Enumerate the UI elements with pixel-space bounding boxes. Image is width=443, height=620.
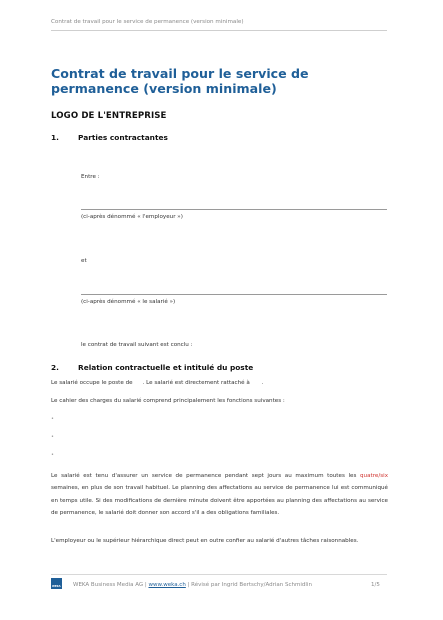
section-1-number: 1. [51,133,59,142]
employer-name-line[interactable] [81,209,387,210]
and-label: et [81,258,87,264]
section-1-heading [51,133,168,142]
position-text-c: . [261,380,264,386]
position-paragraph [51,380,264,386]
running-header: Contrat de travail pour le service de permanence (version minimale) [51,19,244,25]
section-2-number: 2. [51,363,59,372]
section-2-heading [51,363,253,372]
duties-intro: Le cahier des charges du salarié comprend principalement les fonctions suivantes : [51,398,285,404]
section-2-title: Relation contractuelle et intitulé du poste [78,363,254,372]
duty-bullet-2: • [51,434,54,440]
position-text-b: . Le salarié est directement rattaché à [142,380,250,386]
between-label: Entre : [81,174,100,180]
footer-text [73,582,312,588]
footer-company: WEKA Business Media AG | [73,582,147,588]
other-tasks-paragraph: L'employeur ou le supérieur hiérarchique direct peut en outre confier au salarié d'autres tâches raisonnables. [51,538,359,544]
position-text-a: Le salarié occupe le poste de [51,380,133,386]
footer-revised: | Révisé par Ingrid Bertschy/Adrian Schmidlin [187,582,312,588]
employer-designation: (ci-après dénommé « l'employeur ») [81,214,183,220]
on-call-paragraph [51,470,388,519]
weka-logo [51,578,62,589]
company-logo-placeholder: LOGO DE L'ENTREPRISE [51,111,167,121]
duty-bullet-1: • [51,416,54,422]
section-1-title: Parties contractantes [78,133,168,142]
on-call-frequency-option: quatre/six [360,473,388,479]
on-call-text-b: semaines, en plus de son travail habituel. Le planning des affectations au service de permanence lui est communiqué en temps utile. Si des modifications de dernière minute doivent être apportées au planning des affectations au service de permanence, le salarié doit donner son accord s'il a des obligations familiales. [51,485,388,516]
footer-website-link[interactable]: www.weka.ch [148,582,186,588]
duty-bullet-3: • [51,452,54,458]
employee-name-line[interactable] [81,294,387,295]
employee-designation: (ci-après dénommé « le salarié ») [81,299,176,305]
weka-logo-text: WEKA [52,585,61,588]
document-title: Contrat de travail pour le service de permanence (version minimale) [51,66,309,96]
page-number: 1/5 [371,582,380,588]
contract-concluded-text: le contrat de travail suivant est conclu : [81,342,193,348]
header-divider [51,30,387,31]
on-call-text-a: Le salarié est tenu d'assurer un service de permanence pendant sept jours au maximum toutes les [51,473,357,479]
footer-divider [51,574,387,575]
